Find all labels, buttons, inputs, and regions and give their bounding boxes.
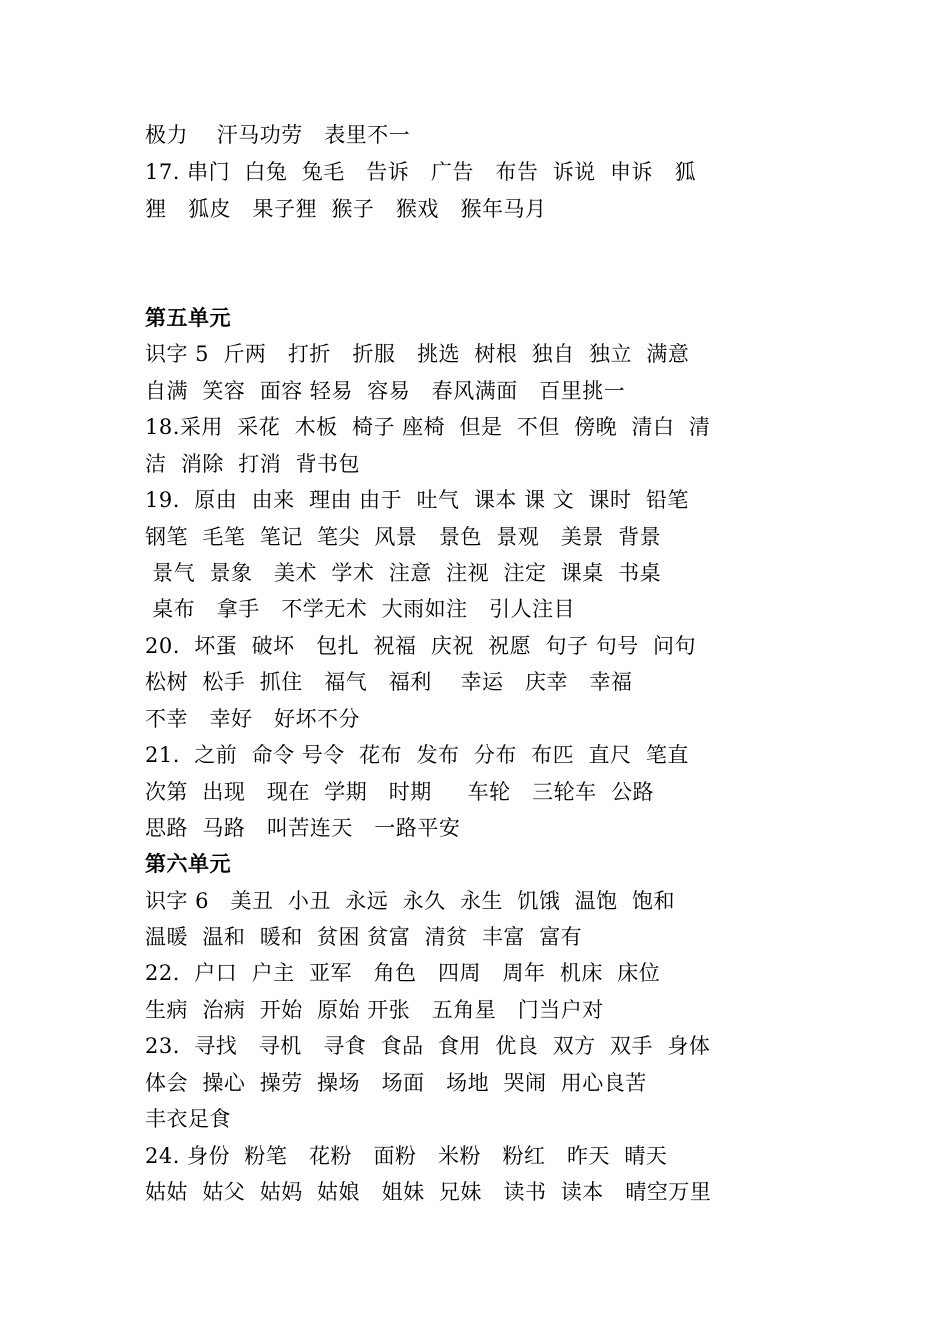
text-line: 生病 治病 开始 原始 开张 五角星 门当户对: [145, 998, 604, 1022]
text-line: 洁 消除 打消 背书包: [145, 452, 361, 476]
text-line: 19. 原由 由来 理由 由于 吐气 课本 课 文 课时 铅笔: [145, 488, 689, 512]
text-line: 自满 笑容 面容 轻易 容易 春风满面 百里挑一: [145, 379, 626, 403]
section-heading: 第六单元: [145, 851, 231, 876]
text-line: 24. 身份 粉笔 花粉 面粉 米粉 粉红 昨天 晴天: [145, 1144, 668, 1168]
text-line: 极力 汗马功劳 表里不一: [145, 123, 411, 147]
text-line: 桌布 拿手 不学无术 大雨如注 引人注目: [145, 597, 576, 621]
text-line: 钢笔 毛笔 笔记 笔尖 风景 景色 景观 美景 背景: [145, 525, 662, 549]
text-line: 狸 狐皮 果子狸 猴子 猴戏 猴年马月: [145, 197, 547, 221]
text-line: 不幸 幸好 好坏不分: [145, 707, 361, 731]
text-line: 体会 操心 操劳 操场 场面 场地 哭闹 用心良苦: [145, 1071, 647, 1095]
text-line: 温暖 温和 暖和 贫困 贫富 清贫 丰富 富有: [145, 925, 583, 949]
text-line: 松树 松手 抓住 福气 福利 幸运 庆幸 幸福: [145, 670, 633, 694]
section-heading: 第五单元: [145, 305, 231, 330]
text-line: 20. 坏蛋 破坏 包扎 祝福 庆祝 祝愿 句子 句号 问句: [145, 634, 697, 658]
text-line: 21. 之前 命令 号令 花布 发布 分布 布匹 直尺 笔直: [145, 743, 689, 767]
text-line: 识字 5 斤两 打折 折服 挑选 树根 独自 独立 满意: [145, 342, 690, 366]
text-line: 18.采用 采花 木板 椅子 座椅 但是 不但 傍晚 清白 清: [145, 415, 711, 439]
text-line: 23. 寻找 寻机 寻食 食品 食用 优良 双方 双手 身体: [145, 1034, 711, 1058]
text-line: 景气 景象 美术 学术 注意 注视 注定 课桌 书桌: [145, 561, 662, 585]
text-line: 丰衣足食: [145, 1107, 231, 1131]
text-line: 姑姑 姑父 姑妈 姑娘 姐妹 兄妹 读书 读本 晴空万里: [145, 1180, 712, 1204]
text-line: 22. 户口 户主 亚军 角色 四周 周年 机床 床位: [145, 961, 661, 985]
text-line: 识字 6 美丑 小丑 永远 永久 永生 饥饿 温饱 饱和: [145, 889, 676, 913]
text-line: 次第 出现 现在 学期 时期 车轮 三轮车 公路: [145, 780, 655, 804]
text-line: 思路 马路 叫苦连天 一路平安: [145, 816, 461, 840]
text-line: 17. 串门 白兔 兔毛 告诉 广告 布告 诉说 申诉 狐: [145, 160, 697, 184]
